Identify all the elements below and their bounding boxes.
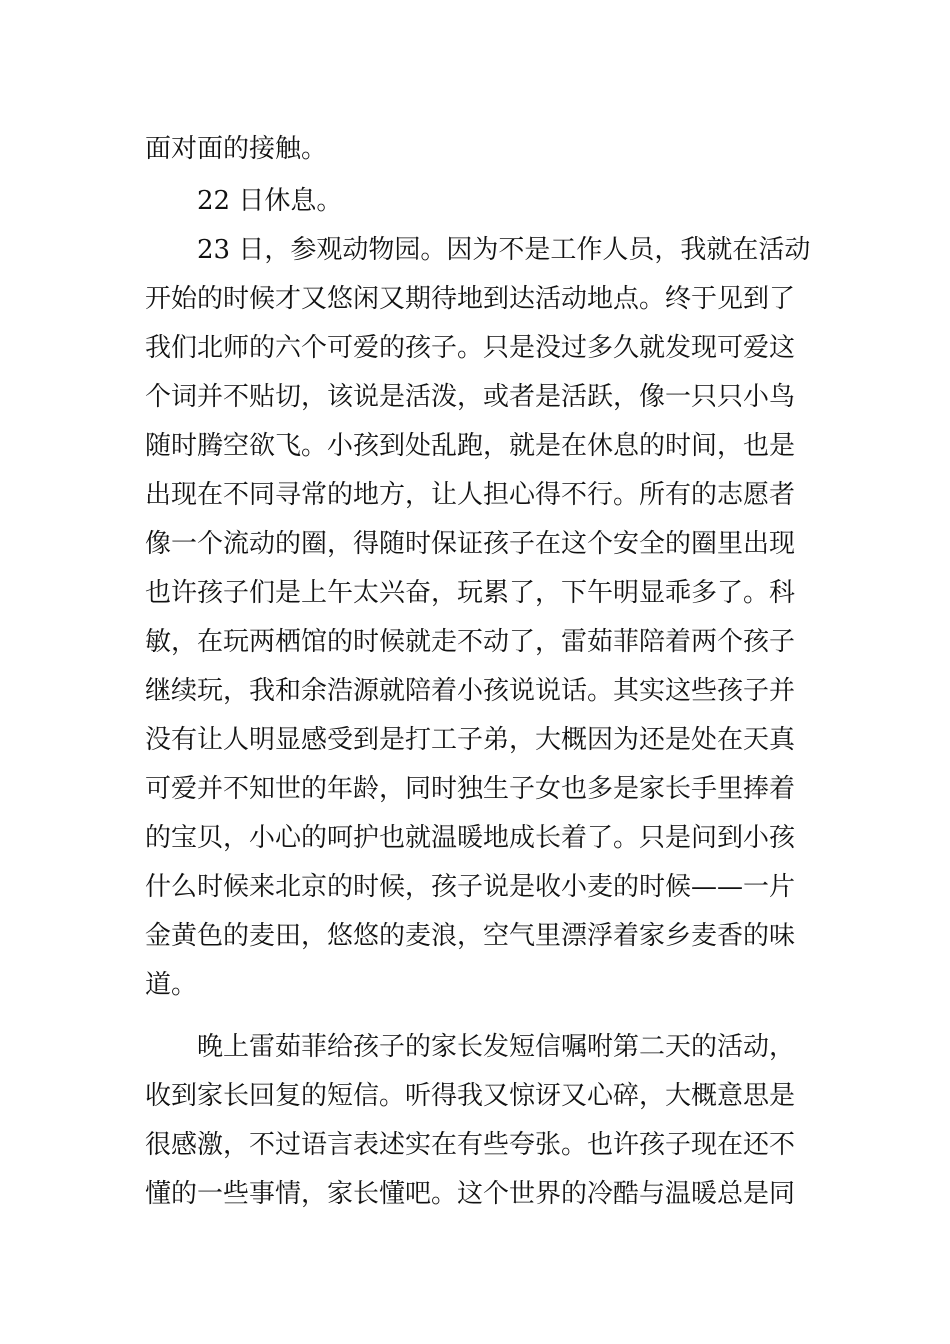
- text-line: 继续玩，我和余浩源就陪着小孩说说话。其实这些孩子并: [145, 676, 796, 706]
- text-line: 收到家长回复的短信。听得我又惊讶又心碎，大概意思是: [145, 1081, 796, 1111]
- text-line: 道。: [145, 970, 198, 1000]
- text-line: 像一个流动的圈，得随时保证孩子在这个安全的圈里出现: [145, 529, 796, 559]
- text-line: 个词并不贴切，该说是活泼，或者是活跃，像一只只小鸟: [145, 382, 796, 412]
- text-line: 我们北师的六个可爱的孩子。只是没过多久就发现可爱这: [145, 333, 796, 363]
- text-line: 金黄色的麦田，悠悠的麦浪，空气里漂浮着家乡麦香的味: [145, 921, 796, 951]
- text-line: 面对面的接触。: [145, 134, 328, 164]
- text-line: 懂的一些事情，家长懂吧。这个世界的冷酷与温暖总是同: [145, 1179, 796, 1209]
- text-line: 开始的时候才又悠闲又期待地到达活动地点。终于见到了: [145, 284, 796, 314]
- text-line: 随时腾空欲飞。小孩到处乱跑，就是在休息的时间，也是: [145, 431, 796, 461]
- text-line: 也许孩子们是上午太兴奋，玩累了，下午明显乖多了。科: [145, 578, 796, 608]
- paragraph-first-line: 23 日，参观动物园。因为不是工作人员，我就在活动: [197, 235, 810, 265]
- paragraph-first-line: 晚上雷茹菲给孩子的家长发短信嘱咐第二天的活动，: [197, 1032, 796, 1062]
- text-line: 敏，在玩两栖馆的时候就走不动了，雷茹菲陪着两个孩子: [145, 627, 796, 657]
- text-line: 什么时候来北京的时候，孩子说是收小麦的时候——一片: [145, 872, 796, 902]
- text-line: 可爱并不知世的年龄，同时独生子女也多是家长手里捧着: [145, 774, 796, 804]
- paragraph-first-line: 22 日休息。: [197, 186, 343, 216]
- text-line: 没有让人明显感受到是打工子弟，大概因为还是处在天真: [145, 725, 796, 755]
- text-line: 的宝贝，小心的呵护也就温暖地成长着了。只是问到小孩: [145, 823, 796, 853]
- text-line: 很感激，不过语言表述实在有些夸张。也许孩子现在还不: [145, 1130, 796, 1160]
- text-line: 出现在不同寻常的地方，让人担心得不行。所有的志愿者: [145, 480, 796, 510]
